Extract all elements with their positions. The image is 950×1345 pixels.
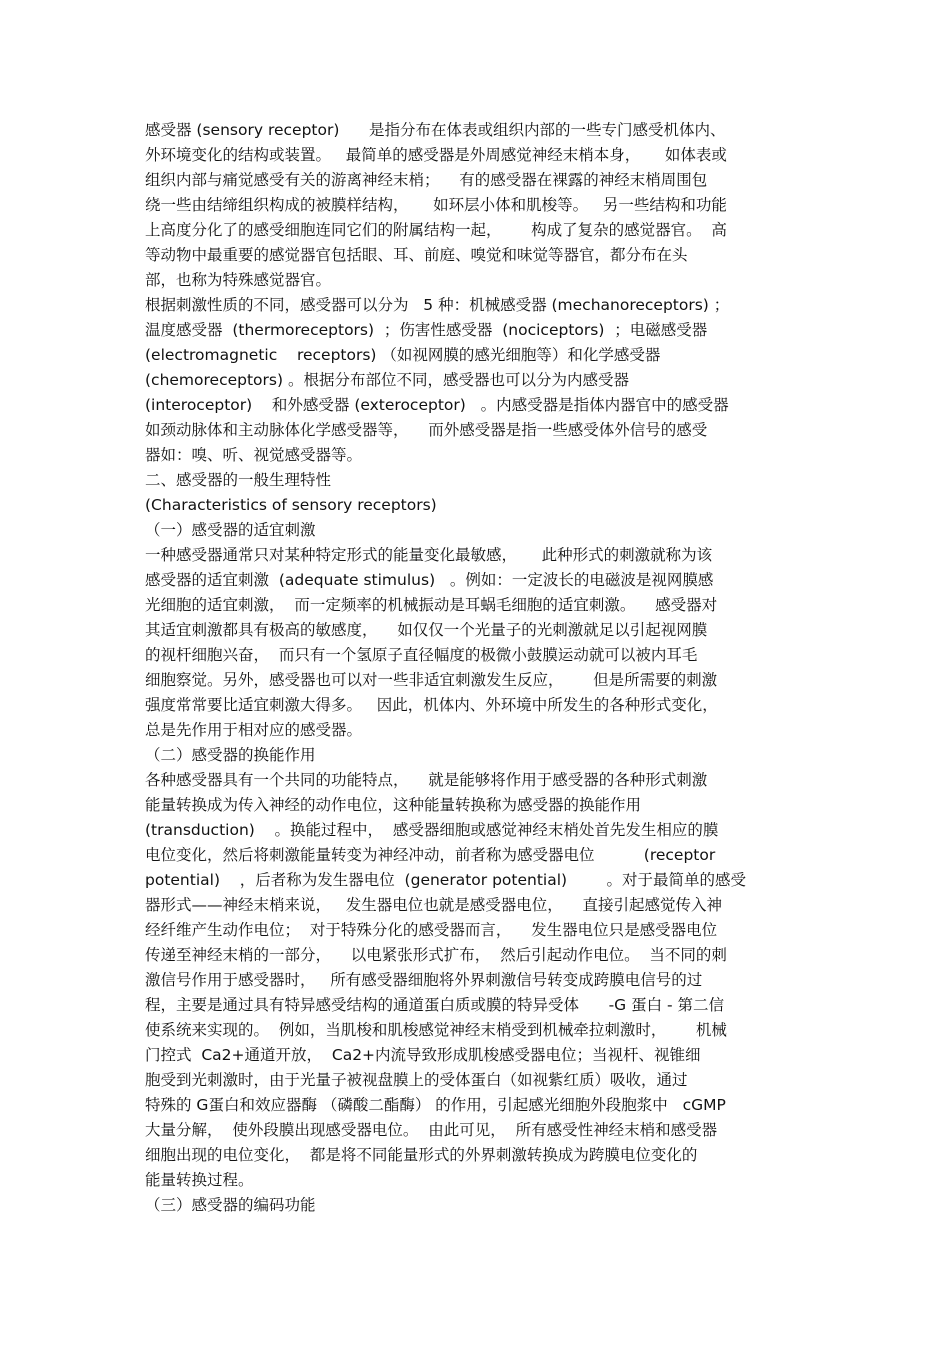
text-line: 各种感受器具有一个共同的功能特点， 就是能够将作用于感受器的各种形式刺激 — [145, 771, 708, 789]
text-line: 特殊的 G蛋白和效应器酶 （磷酸二酯酶） 的作用，引起感光细胞外段胞浆中 cGMP — [145, 1096, 726, 1114]
text-line: 大量分解， 使外段膜出现感受器电位。 由此可见， 所有感受性神经末梢和感受器 — [145, 1121, 718, 1139]
text-line: 根据刺激性质的不同，感受器可以分为 5 种：机械感受器 (mechanoreceptors) ； — [145, 296, 730, 314]
section-heading: 二、感受器的一般生理特性 — [145, 471, 332, 489]
text-line: 外环境变化的结构或装置。 最简单的感受器是外周感觉神经末梢本身， 如体表或 — [145, 146, 727, 164]
text-line: (chemoreceptors) 。根据分布部位不同，感受器也可以分为内感受器 — [145, 371, 629, 389]
text-line: 使系统来实现的。 例如，当肌梭和肌梭感觉神经末梢受到机械牵拉刺激时， 机械 — [145, 1021, 727, 1039]
text-line: (interoceptor) 和外感受器 (exteroceptor) 。内感受器是指体内器官中的感受器 — [145, 396, 729, 414]
text-line: 细胞出现的电位变化， 都是将不同能量形式的外界刺激转换成为跨膜电位变化的 — [145, 1146, 698, 1164]
text-line: 器形式——神经末梢来说， 发生器电位也就是感受器电位， 直接引起感觉传入神 — [145, 896, 722, 914]
text-line: 光细胞的适宜刺激， 而一定频率的机械振动是耳蜗毛细胞的适宜刺激。 感受器对 — [145, 596, 718, 614]
text-line: 其适宜刺激都具有极高的敏感度， 如仅仅一个光量子的光刺激就足以引起视网膜 — [145, 621, 708, 639]
text-line: 细胞察觉。另外，感受器也可以对一些非适宜刺激发生反应， 但是所需要的刺激 — [145, 671, 718, 689]
text-line: 程，主要是通过具有特异感受结构的通道蛋白质或膜的特异受体 -G 蛋白 - 第二信 — [145, 996, 725, 1014]
text-line: potential) ，后者称为发生器电位 (generator potential) 。对于最简单的感受 — [145, 871, 746, 889]
text-line: (transduction) 。换能过程中， 感受器细胞或感觉神经末梢处首先发生相应的膜 — [145, 821, 719, 839]
text-line: 能量转换成为传入神经的动作电位，这种能量转换称为感受器的换能作用 — [145, 796, 642, 814]
text-line: 如颈动脉体和主动脉体化学感受器等， 而外感受器是指一些感受体外信号的感受 — [145, 421, 708, 439]
text-line: 感受器的适宜刺激 (adequate stimulus) 。例如：一定波长的电磁波是视网膜感 — [145, 571, 714, 589]
text-line: 等动物中最重要的感觉器官包括眼、耳、前庭、嗅觉和味觉等器官，都分布在头 — [145, 246, 688, 264]
text-line: 总是先作用于相对应的感受器。 — [145, 721, 363, 739]
subsection-heading: （三）感受器的编码功能 — [145, 1196, 316, 1214]
text-line: 电位变化，然后将刺激能量转变为神经冲动，前者称为感受器电位 (receptor — [145, 846, 716, 864]
text-line: 经纤维产生动作电位； 对于特殊分化的感受器而言， 发生器电位只是感受器电位 — [145, 921, 718, 939]
text-line: 一种感受器通常只对某种特定形式的能量变化最敏感， 此种形式的刺激就称为该 — [145, 546, 713, 564]
text-line: 温度感受器 (thermoreceptors) ；伤害性感受器 (nociceptors) ；电磁感受器 — [145, 321, 708, 339]
text-line: 传递至神经末梢的一部分， 以电紧张形式扩布， 然后引起动作电位。 当不同的刺 — [145, 946, 727, 964]
text-line: 能量转换过程。 — [145, 1171, 254, 1189]
text-line: 胞受到光刺激时，由于光量子被视盘膜上的受体蛋白（如视紫红质）吸收，通过 — [145, 1071, 688, 1089]
text-line: 门控式 Ca2+通道开放， Ca2+内流导致形成肌梭感受器电位；当视杆、视锥细 — [145, 1046, 701, 1064]
text-line: 激信号作用于感受器时， 所有感受器细胞将外界刺激信号转变成跨膜电信号的过 — [145, 971, 703, 989]
text-line: 上高度分化了的感受细胞连同它们的附属结构一起， 构成了复杂的感觉器官。 高 — [145, 221, 727, 239]
subsection-heading: （一）感受器的适宜刺激 — [145, 521, 316, 539]
text-line: 部，也称为特殊感觉器官。 — [145, 271, 332, 289]
text-line: 强度常常要比适宜刺激大得多。 因此，机体内、外环境中所发生的各种形式变化， — [145, 696, 718, 714]
text-line: 的视杆细胞兴奋， 而只有一个氢原子直径幅度的极微小鼓膜运动就可以被内耳毛 — [145, 646, 698, 664]
text-line: 绕一些由结缔组织构成的被膜样结构， 如环层小体和肌梭等。 另一些结构和功能 — [145, 196, 727, 214]
text-line: 器如：嗅、听、视觉感受器等。 — [145, 446, 363, 464]
text-line: (electromagnetic receptors) （如视网膜的感光细胞等）和化学感受器 — [145, 346, 661, 364]
section-heading-english: (Characteristics of sensory receptors) — [145, 496, 437, 514]
subsection-heading: （二）感受器的换能作用 — [145, 746, 316, 764]
text-line: 组织内部与痛觉感受有关的游离神经末梢； 有的感受器在裸露的神经末梢周围包 — [145, 171, 708, 189]
text-line: 感受器 (sensory receptor) 是指分布在体表或组织内部的一些专门感受机体内、 — [145, 121, 726, 139]
